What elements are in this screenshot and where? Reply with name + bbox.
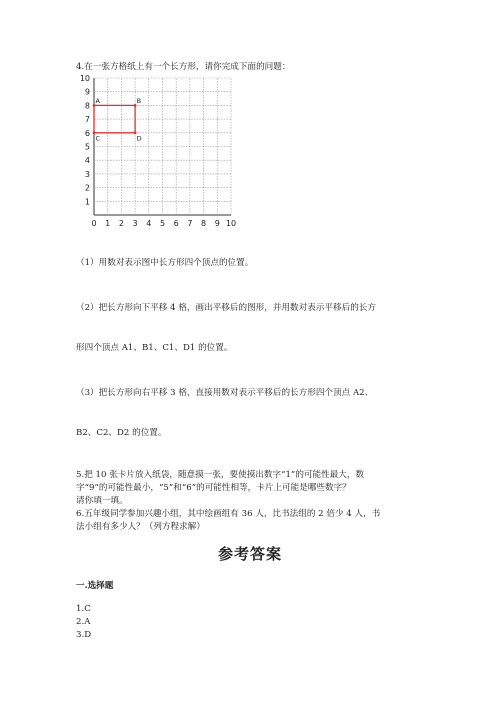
y-tick-label: 8 bbox=[84, 101, 90, 111]
x-tick-label: 7 bbox=[187, 219, 193, 228]
q6-line2: 法小组有多少人？（列方程求解） bbox=[76, 522, 205, 532]
coordinate-grid bbox=[79, 74, 245, 235]
q6-line1: 6.五年级同学参加兴趣小组，其中绘画组有 36 人，比书法组的 2 倍少 4 人，书 bbox=[76, 509, 381, 519]
q4-intro: 4.在一张方格纸上有一个长方形，请你完成下面的问题： bbox=[76, 62, 291, 72]
x-tick-label: 0 bbox=[91, 219, 97, 228]
q4-part3-line2: B2、C2、D2 的位置。 bbox=[76, 428, 167, 438]
x-tick-label: 10 bbox=[225, 219, 237, 228]
y-tick-label: 3 bbox=[84, 169, 90, 179]
x-tick-label: 6 bbox=[173, 219, 179, 228]
q5-line2: 字“9”的可能性最小，“5”和“6”的可能性相等，卡片上可能是哪些数字？ bbox=[76, 483, 351, 493]
answer-item: 1.C bbox=[76, 604, 91, 614]
answer-item: 3.D bbox=[76, 630, 92, 640]
y-tick-label: 7 bbox=[84, 115, 90, 125]
y-tick-label: 9 bbox=[84, 87, 90, 97]
q5-line1: 5.把 10 张卡片放入纸袋，随意摸一张，要使摸出数字“1”的可能性最大，数 bbox=[76, 470, 365, 480]
x-tick-label: 4 bbox=[146, 219, 152, 228]
x-tick-label: 9 bbox=[214, 219, 220, 228]
x-tick-label: 5 bbox=[159, 219, 166, 228]
q4-part2-line2: 形四个顶点 A1、B1、C1、D1 的位置。 bbox=[76, 343, 233, 353]
x-tick-label: 1 bbox=[105, 219, 111, 228]
x-tick-label: 8 bbox=[201, 219, 207, 228]
vertex-label: D bbox=[136, 134, 142, 143]
y-tick-label: 1 bbox=[84, 197, 90, 207]
answers-section-heading: 一.选择题 bbox=[76, 581, 114, 591]
x-tick-label: 2 bbox=[118, 219, 124, 228]
q4-part3-line1: （3）把长方形向右平移 3 格，直接用数对表示平移后的长方形四个顶点 A2、 bbox=[76, 388, 374, 398]
x-tick-label: 3 bbox=[132, 219, 138, 228]
y-tick-label: 2 bbox=[84, 183, 90, 193]
y-tick-label: 6 bbox=[84, 128, 90, 138]
y-tick-label: 5 bbox=[84, 142, 90, 152]
y-tick-label: 4 bbox=[84, 156, 90, 166]
y-tick-label: 10 bbox=[79, 74, 90, 83]
q5-line3: 请你填一填。 bbox=[76, 496, 128, 506]
vertex-label: A bbox=[95, 96, 100, 105]
answers-title: 参考答案 bbox=[217, 545, 282, 563]
answer-item: 2.A bbox=[76, 617, 91, 627]
vertex-label: C bbox=[95, 134, 101, 143]
q4-part2-line1: （2）把长方形向下平移 4 格，画出平移后的图形，并用数对表示平移后的长方 bbox=[76, 303, 376, 313]
q4-part1: （1）用数对表示图中长方形四个顶点的位置。 bbox=[76, 258, 254, 268]
vertex-label: B bbox=[136, 96, 142, 105]
